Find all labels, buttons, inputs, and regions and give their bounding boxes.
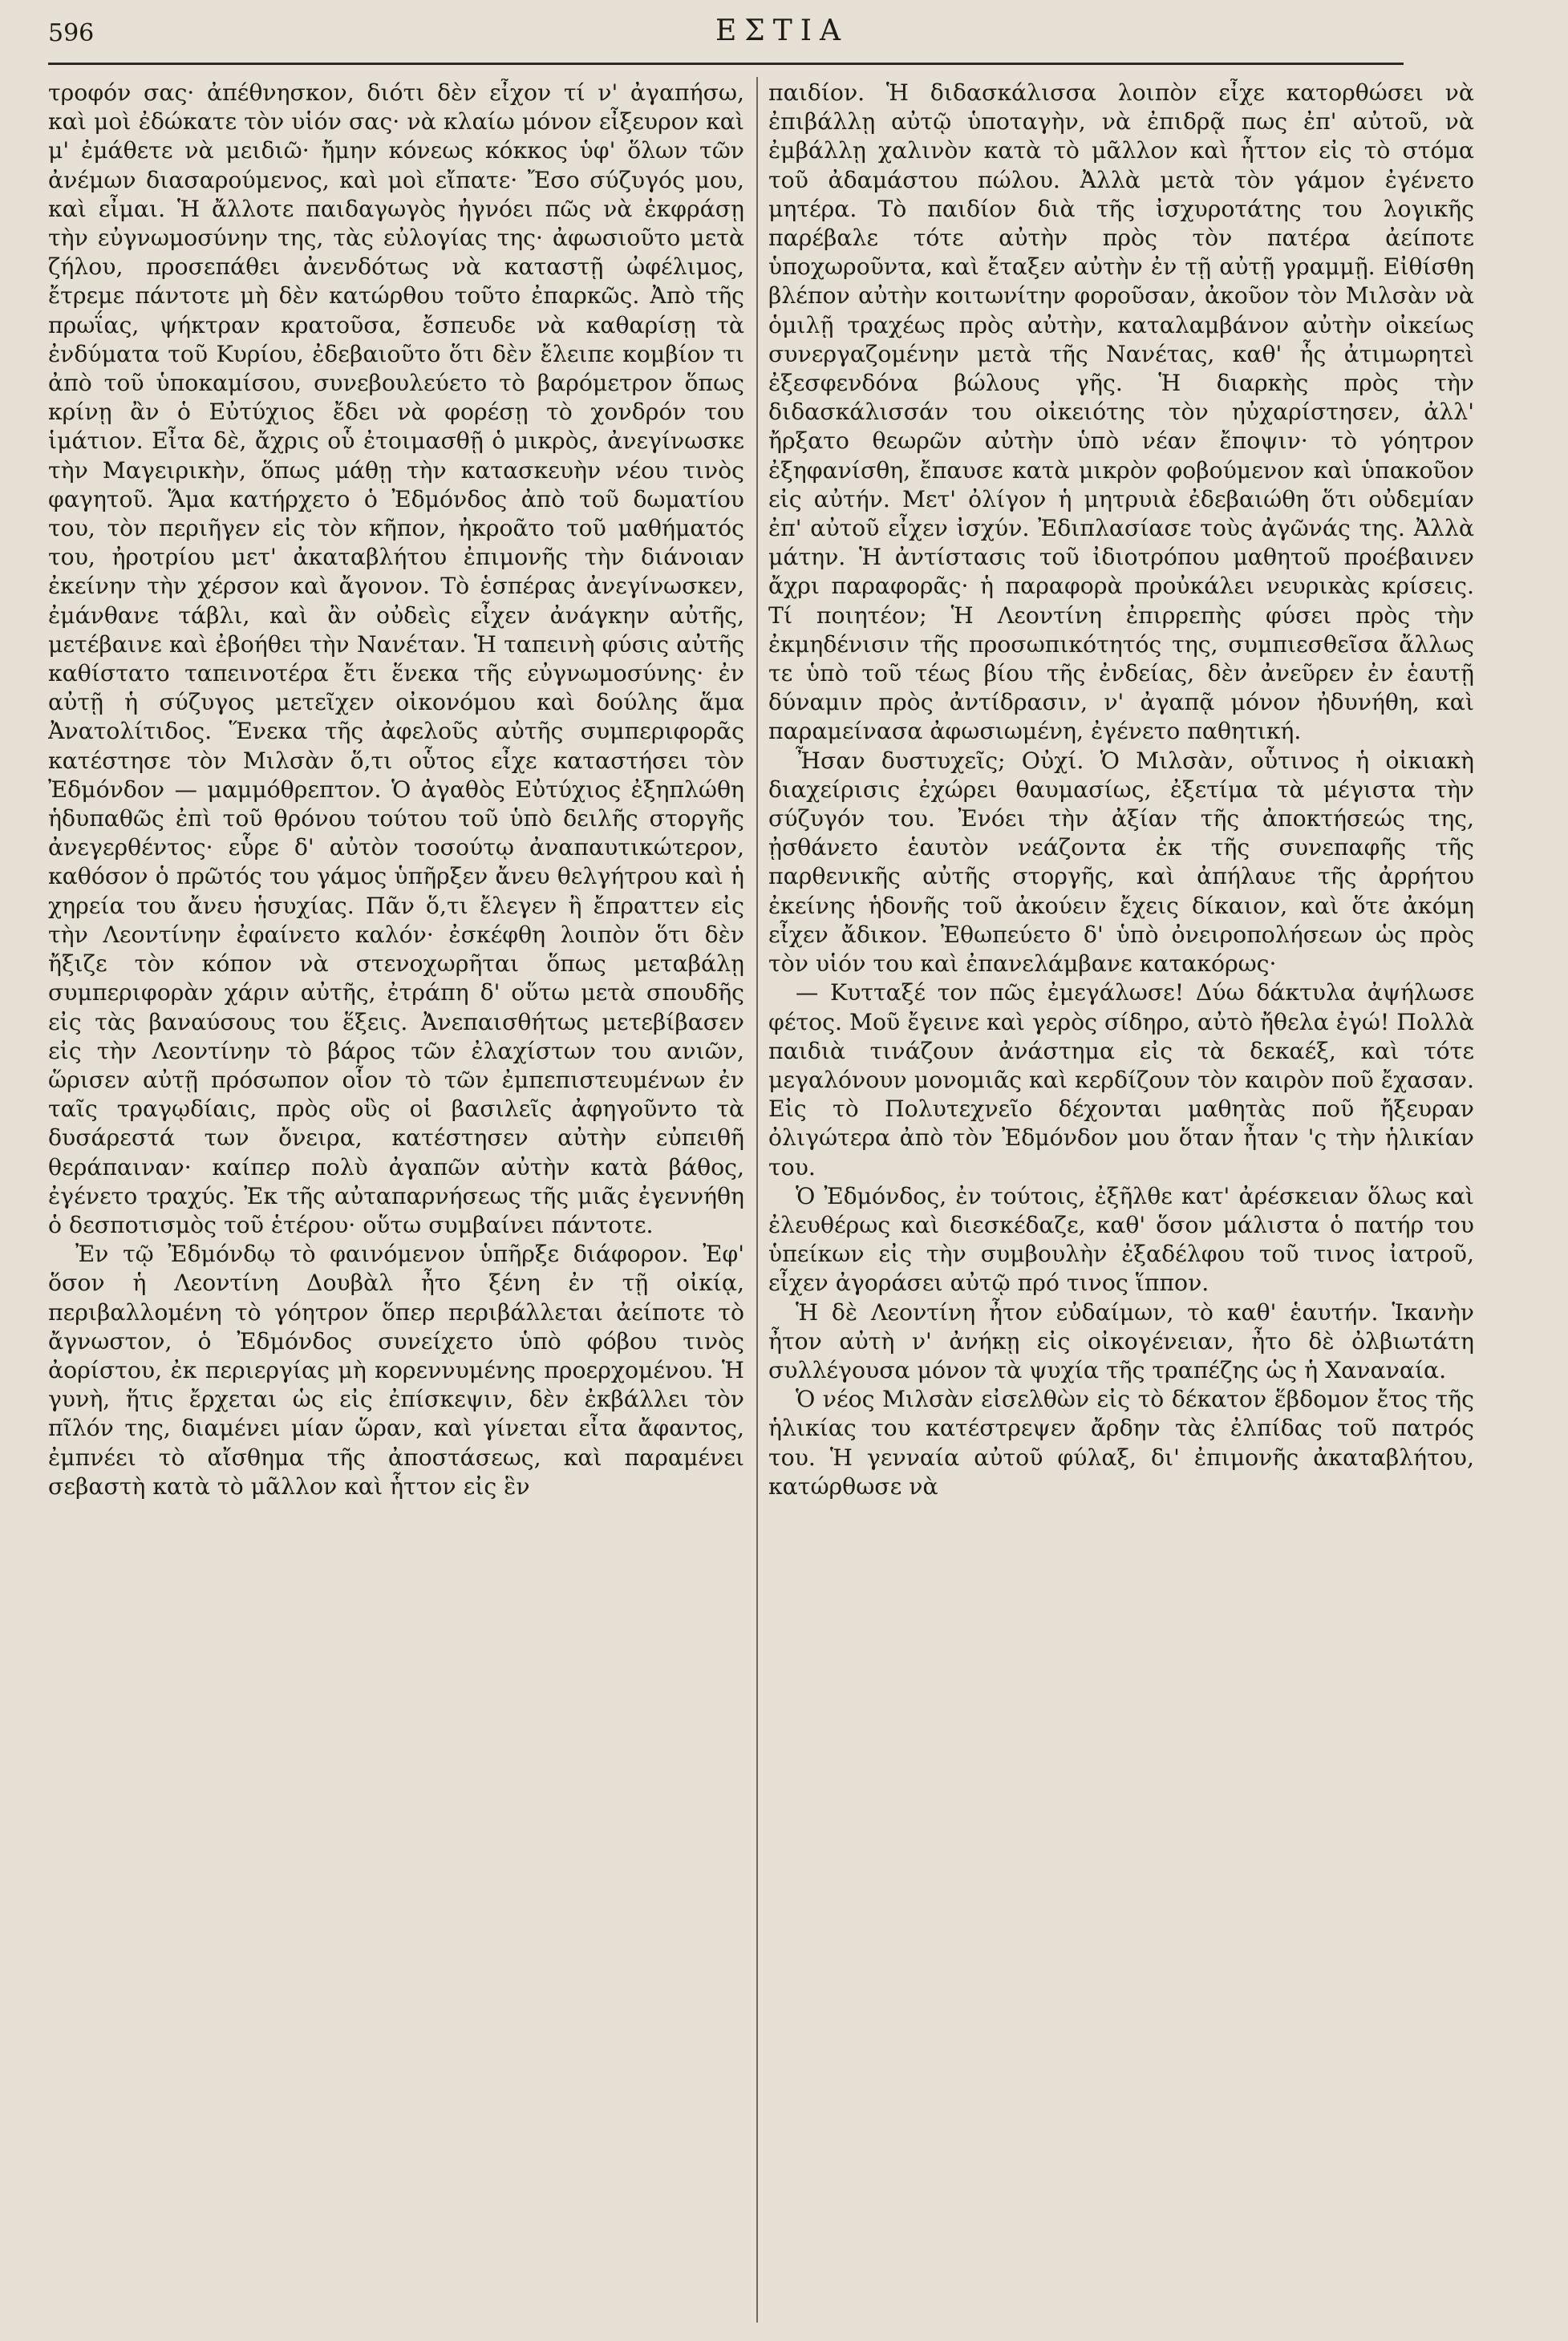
paragraph: Ὁ Ἐδμόνδος, ἐν τούτοις, ἐξῆλθε κατ' ἀρέσκειαν ὅλως καὶ ἐλευθέρως καὶ διεσκέδαζε, καθ' ὅσον μάλιστα ὁ πατήρ του ὑπείκων εἰς τὴν συμβουλὴν ἐξαδέλφου τοῦ τινος ἰατροῦ, εἶχεν ἀγοράσει αὐτῷ πρό τινος ἵππον. [768,1182,1474,1297]
page-number: 596 [48,19,95,47]
column-divider [756,77,758,2323]
paragraph: Ἡ δὲ Λεοντίνη ἦτον εὐδαίμων, τὸ καθ' ἑαυτήν. Ἱκανὴν ἦτον αὐτὴ ν' ἀνήκῃ εἰς οἰκογένειαν, ἦτο δὲ ὀλβιωτάτη συλλέγουσα μόνον τὰ ψυχία τῆς τραπέζης ὡς ἡ Χαναναία. [768,1298,1474,1383]
paragraph: παιδίον. Ἡ διδασκάλισσα λοιπὸν εἶχε κατορθώσει νὰ ἐπιβάλλῃ αὐτῷ ὑποταγὴν, νὰ ἐπιδρᾷ πως ἐπ' αὐτοῦ, νὰ ἐμβάλλῃ χαλινὸν κατὰ τὸ μᾶλλον καὶ ἧττον εἰς τὸ στόμα τοῦ ἀδαμάστου πώλου. Ἀλλὰ μετὰ τὸν γάμον ἐγένετο μητέρα. Τὸ παιδίον διὰ τῆς ἰσχυροτάτης του λογικῆς παρέβαλε τότε αὐτὴν πρὸς τὸν πατέρα ἀείποτε ὑποχωροῦντα, καὶ ἔταξεν αὐτὴν ἐν τῇ αὐτῇ γραμμῇ. Εἰθίσθη βλέπον αὐτὴν κοιτωνίτην φοροῦσαν, ἀκοῦον τὸν Μιλσὰν νὰ ὁμιλῇ τραχέως πρὸς αὐτὴν, καταλαμβάνον αὐτὴν οἰκείως συνεργαζομένην μετὰ τῆς Νανέτας, καθ' ἧς ἀτιμωρητεὶ ἐξεσφενδόνα βώλους γῆς. Ἡ διαρκὴς πρὸς τὴν διδασκάλισσάν του οἰκειότης τὸν ηὐχαρίστησεν, ἀλλ' ἤρξατο θεωρῶν αὐτὴν ὑπὸ νέαν ἔποψιν· τὸ γόητρον ἐξηφανίσθη, ἔπαυσε κατὰ μικρὸν φοβούμενον καὶ ὑπακοῦον εἰς αὐτήν. Μετ' ὀλίγον ἡ μητρυιὰ ἐδεβαιώθη ὅτι οὐδεμίαν ἐπ' αὐτοῦ εἶχεν ἰσχύν. Ἐδιπλασίασε τοὺς ἀγῶνάς της. Ἀλλὰ μάτην. Ἡ ἀντίστασις τοῦ ἰδιοτρόπου μαθητοῦ προέβαινεν ἄχρι παραφορᾶς· ἡ παραφορὰ προὐκάλει νευρικὰς κρίσεις. Τί ποιητέον; Ἡ Λεοντίνη ἐπιρρεπὴς φύσει πρὸς τὴν ἐκμηδένισιν τῆς προσωπικότητός της, συμπιεσθεῖσα ἄλλως τε ὑπὸ τοῦ τέως βίου τῆς ἐνδείας, δὲν ἀνεῦρεν ἐν ἑαυτῇ δύναμιν πρὸς ἀντίδρασιν, ν' ἀγαπᾷ μόνον ἠδυνήθη, καὶ παραμείνασα ἀφωσιωμένη, ἐγένετο παθητική. [768,79,1474,745]
paragraph: τροφόν σας· ἀπέθνησκον, διότι δὲν εἶχον τί ν' ἀγαπήσω, καὶ μοὶ ἐδώκατε τὸν υἱόν σας· νὰ κλαίω μόνον εἶξευρον καὶ μ' ἐμάθετε νὰ μειδιῶ· ἤμην κόνεως κόκκος ὑφ' ὅλων τῶν ἀνέμων διασαρούμενος, καὶ μοὶ εἴπατε· Ἔσο σύζυγός μου, καὶ εἶμαι. Ἡ ἄλλοτε παιδαγωγὸς ἠγνόει πῶς νὰ ἐκφράσῃ τὴν εὐγνωμοσύνην της, τὰς εὐλογίας της· ἀφωσιοῦτο μετὰ ζήλου, προσεπάθει ἀνενδότως νὰ καταστῇ ὠφέλιμος, ἔτρεμε πάντοτε μὴ δὲν κατώρθου τοῦτο ἐπαρκῶς. Ἀπὸ τῆς πρωΐας, ψήκτραν κρατοῦσα, ἔσπευδε νὰ καθαρίσῃ τὰ ἐνδύματα τοῦ Κυρίου, ἐδεβαιοῦτο ὅτι δὲν ἔλειπε κομβίον τι ἀπὸ τοῦ ὑποκαμίσου, συνεβουλεύετο τὸ βαρόμετρον ὅπως κρίνῃ ἂν ὁ Εὐτύχιος ἔδει νὰ φορέσῃ τὸ χονδρόν του ἱμάτιον. Εἶτα δὲ, ἄχρις οὗ ἐτοιμασθῇ ὁ μικρὸς, ἀνεγίνωσκε τὴν Μαγειρικὴν, ὅπως μάθῃ τὴν κατασκευὴν νέου τινὸς φαγητοῦ. Ἅμα κατήρχετο ὁ Ἐδμόνδος ἀπὸ τοῦ δωματίου του, τὸν περιῆγεν εἰς τὸν κῆπον, ἠκροᾶτο τοῦ μαθήματός του, ἠροτρίου μετ' ἀκαταβλήτου ἐπιμονῆς τὴν διάνοιαν ἐκείνην τὴν χέρσον καὶ ἄγονον. Τὸ ἑσπέρας ἀνεγίνωσκεν, ἐμάνθανε τάβλι, καὶ ἂν οὐδεὶς εἶχεν ἀνάγκην αὐτῆς, μετέβαινε καὶ ἐβοήθει τὴν Νανέταν. Ἡ ταπεινὴ φύσις αὐτῆς καθίστατο ταπεινοτέρα ἔτι ἕνεκα τῆς εὐγνωμοσύνης· ἐν αὐτῇ ἡ σύζυγος μετεῖχεν οἰκονόμου καὶ δούλης ἅμα Ἀνατολίτιδος. Ἕνεκα τῆς ἀφελοῦς αὐτῆς συμπεριφορᾶς κατέστησε τὸν Μιλσὰν ὅ,τι οὗτος εἶχε καταστήσει τὸν Ἐδμόνδον — μαμμόθρεπτον. Ὁ ἀγαθὸς Εὐτύχιος ἐξηπλώθη ἡδυπαθῶς ἐπὶ τοῦ θρόνου τούτου τοῦ ὑπὸ δειλῆς στοργῆς ἀνεγερθέντος· εὗρε δ' αὐτὸν τοσούτῳ ἀναπαυτικώτερον, καθόσον ὁ πρῶτός του γάμος ὑπῆρξεν ἄνευ θελγήτρου καὶ ἡ χηρεία του ἄνευ ἡσυχίας. Πᾶν ὅ,τι ἔλεγεν ἢ ἔπραττεν εἰς τὴν Λεοντίνην ἐφαίνετο καλόν· ἐσκέφθη λοιπὸν ὅτι δὲν ἤξιζε τὸν κόπον νὰ στενοχωρῆται ὅπως μεταβάλῃ συμπεριφορὰν χάριν αὐτῆς, ἐτράπη δ' οὕτω μετὰ σπουδῆς εἰς τὰς βαναύσους του ἕξεις. Ἀνεπαισθήτως μετεβίβασεν εἰς τὴν Λεοντίνην τὸ βάρος τῶν ἐλαχίστων του ανιῶν, ὥρισεν αὐτῇ πρόσωπον οἷον τὸ τῶν ἐμπεπιστευμένων ἐν ταῖς τραγῳδίαις, πρὸς οὓς οἱ βασιλεῖς ἀφηγοῦντο τὰ δυσάρεστά των ὄνειρα, κατέστησεν αὐτὴν εὐπειθῆ θεράπαιναν· καίπερ πολὺ ἀγαπῶν αὐτὴν κατὰ βάθος, ἐγένετο τραχύς. Ἐκ τῆς αὐταπαρνήσεως τῆς μιᾶς ἐγεννήθη ὁ δεσποτισμὸς τοῦ ἑτέρου· οὕτω συμβαίνει πάντοτε. [48,79,744,1238]
running-title: ΕΣΤΙΑ [715,14,849,47]
paragraph: Ἐν τῷ Ἐδμόνδῳ τὸ φαινόμενον ὑπῆρξε διάφορον. Ἐφ' ὅσον ἡ Λεοντίνη Δουβὰλ ἦτο ξένη ἐν τῇ οἰκίᾳ, περιβαλλομένη τὸ γόητρον ὅπερ περιβάλλεται ἀείποτε τὸ ἄγνωστον, ὁ Ἐδμόνδος συνείχετο ὑπὸ φόβου τινὸς ἀορίστου, ἐκ περιεργίας μὴ κορεννυμένης προερχομένου. Ἡ γυνὴ, ἥτις ἔρχεται ὡς εἰς ἐπίσκεψιν, δὲν ἐκβάλλει τὸν πῖλόν της, διαμένει μίαν ὥραν, καὶ γίνεται εἶτα ἄφαντος, ἐμπνέει τὸ αἴσθημα τῆς ἀποστάσεως, καὶ παραμένει σεβαστὴ κατὰ τὸ μᾶλλον καὶ ἧττον εἰς ἓν [48,1241,744,1500]
page-header [48,14,1516,55]
dialogue-paragraph: — Κυτταξέ τον πῶς ἐμεγάλωσε! Δύω δάκτυλα ἀψήλωσε φέτος. Μοῦ ἔγεινε καὶ γερὸς σίδηρο, αὐτὸ ἤθελα ἐγώ! Πολλὰ παιδιὰ τινάζουν ἀνάστημα εἰς τὰ δεκαέξ, καὶ τότε μεγαλόνουν μονομιᾶς καὶ κερδίζουν τὸν καιρὸν ποῦ ἔχασαν. Εἰς τὸ Πολυτεχνεῖο δέχονται μαθητὰς ποῦ ἤξευραν ὀλιγώτερα ἀπὸ τὸν Ἐδμόνδον μου ὅταν ἦταν 'ς τὴν ἡλικίαν του. [768,979,1474,1181]
paragraph: Ὁ νέος Μιλσὰν εἰσελθὼν εἰς τὸ δέκατον ἕβδομον ἔτος τῆς ἡλικίας του κατέστρεψεν ἄρδην τὰς ἐλπίδας τοῦ πατρός του. Ἡ γενναία αὐτοῦ φύλαξ, δι' ἐπιμονῆς ἀκαταβλήτου, κατώρθωσε νὰ [768,1386,1474,1500]
header-rule [48,63,1404,65]
right-column [768,79,1474,2316]
paragraph: Ἦσαν δυστυχεῖς; Οὐχί. Ὁ Μιλσὰν, οὗτινος ἡ οἰκιακὴ διαχείρισις ἐχώρει θαυμασίως, ἐξετίμα τὰ μέγιστα τὴν σύζυγόν του. Ἐνόει τὴν ἀξίαν τῆς ἀποκτήσεώς της, ᾐσθάνετο ἑαυτὸν νεάζοντα ἐκ τῆς συνεπαφῆς τῆς παρθενικῆς αὐτῆς στοργῆς, καὶ ἀπήλαυε τῆς ἀρρήτου ἐκείνης ἡδονῆς τοῦ ἀκούειν ἔχεις δίκαιον, καὶ ὅτε ἀκόμη εἶχεν ἄδικον. Ἐθωπεύετο δ' ὑπὸ ὀνειροπολήσεων ὡς πρὸς τὸν υἱόν του καὶ ἐπανελάμβανε κατακόρως· [768,747,1474,978]
left-column [48,79,744,2316]
